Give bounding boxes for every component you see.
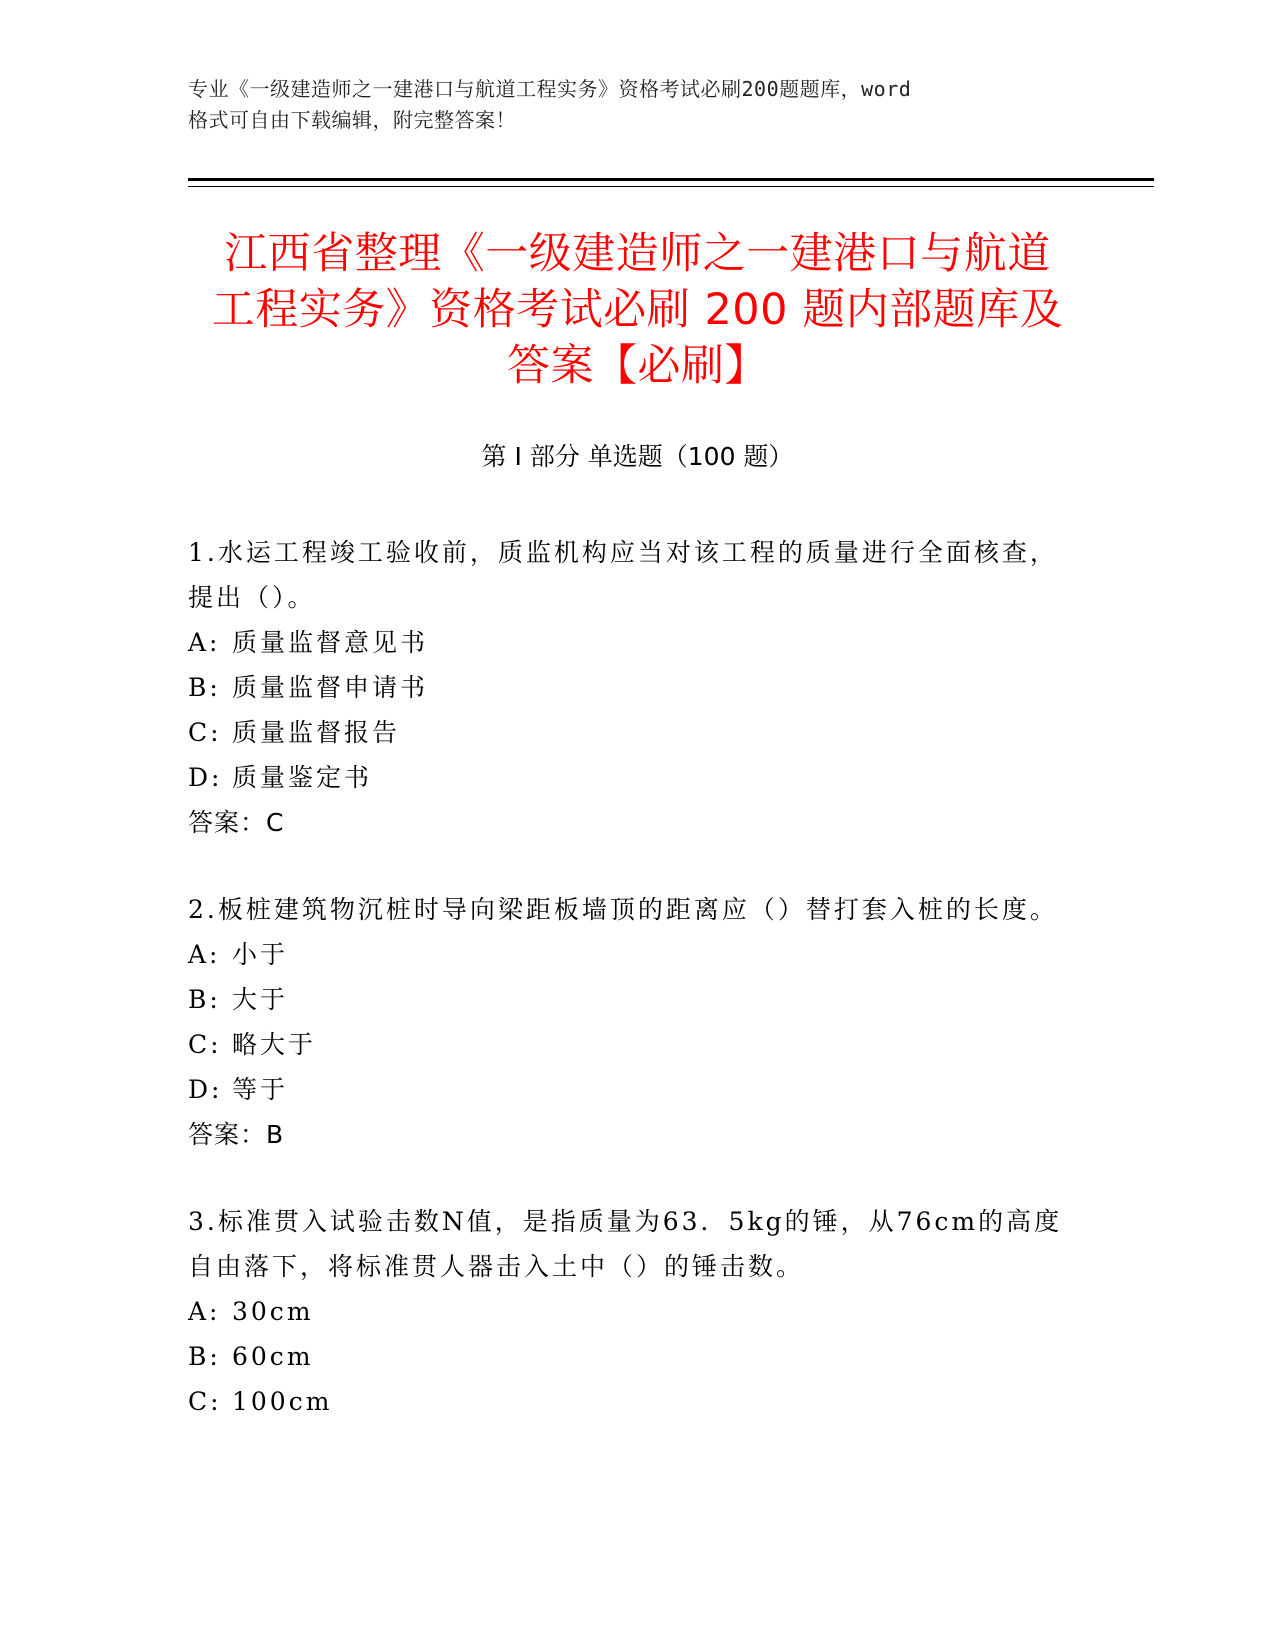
option-d	[188, 1067, 1068, 1112]
option-a	[188, 620, 1068, 665]
option-key: C:	[188, 1030, 222, 1059]
option-c	[188, 1379, 1068, 1424]
option-key: B:	[188, 985, 221, 1014]
option-text: 等于	[232, 1075, 289, 1104]
option-text: 质量监督申请书	[232, 673, 429, 702]
header-note	[188, 74, 1068, 136]
option-key: C:	[188, 1387, 222, 1416]
answer-line: 答案：B	[188, 1120, 285, 1149]
question-list	[188, 530, 1068, 1466]
answer-line: 答案：C	[188, 808, 285, 837]
option-text: 质量监督报告	[232, 718, 401, 747]
option-key: B:	[188, 673, 221, 702]
option-key: A:	[188, 940, 221, 969]
header-divider-thick	[188, 178, 1154, 181]
option-key: B:	[188, 1342, 221, 1371]
option-key: D:	[188, 763, 223, 792]
question-1	[188, 530, 1068, 845]
option-key: A:	[188, 1297, 221, 1326]
option-b	[188, 977, 1068, 1022]
option-a	[188, 1289, 1068, 1334]
option-c	[188, 1022, 1068, 1067]
option-key: A:	[188, 628, 221, 657]
title-line-2: 工程实务》资格考试必刷 200 题内部题库及	[211, 285, 1064, 335]
header-note-line-1: 专业《一级建造师之一建港口与航道工程实务》资格考试必刷200题题库，word	[188, 77, 912, 101]
question-text: 1.水运工程竣工验收前，质监机构应当对该工程的质量进行全面核查，提出（）。	[188, 538, 1058, 612]
header-note-line-2: 格式可自由下载编辑，附完整答案！	[188, 108, 516, 132]
option-c	[188, 710, 1068, 755]
option-text: 小于	[232, 940, 289, 969]
option-text: 质量监督意见书	[232, 628, 429, 657]
option-key: D:	[188, 1075, 223, 1104]
option-list	[188, 932, 1068, 1112]
question-2	[188, 887, 1068, 1157]
option-text: 100cm	[232, 1387, 333, 1416]
document-title	[170, 226, 1105, 394]
option-b	[188, 665, 1068, 710]
question-3	[188, 1199, 1068, 1424]
option-b	[188, 1334, 1068, 1379]
title-line-1: 江西省整理《一级建造师之一建港口与航道	[224, 229, 1051, 279]
option-list	[188, 620, 1068, 800]
header-divider-thin	[188, 186, 1154, 187]
option-text: 大于	[232, 985, 289, 1014]
option-text: 质量鉴定书	[232, 763, 373, 792]
title-line-3: 答案【必刷】	[507, 341, 768, 391]
option-text: 略大于	[232, 1030, 317, 1059]
option-text: 60cm	[232, 1342, 314, 1371]
option-key: C:	[188, 718, 222, 747]
section-heading: 第 I 部分 单选题（100 题）	[481, 442, 794, 471]
option-d	[188, 755, 1068, 800]
option-text: 30cm	[232, 1297, 314, 1326]
question-text: 2.板桩建筑物沉桩时导向梁距板墙顶的距离应（）替打套入桩的长度。	[188, 895, 1058, 924]
option-a	[188, 932, 1068, 977]
question-text: 3.标准贯入试验击数N值，是指质量为63．5kg的锤，从76cm的高度自由落下，将标准贯人器击入土中（）的锤击数。	[188, 1207, 1063, 1281]
option-list	[188, 1289, 1068, 1424]
